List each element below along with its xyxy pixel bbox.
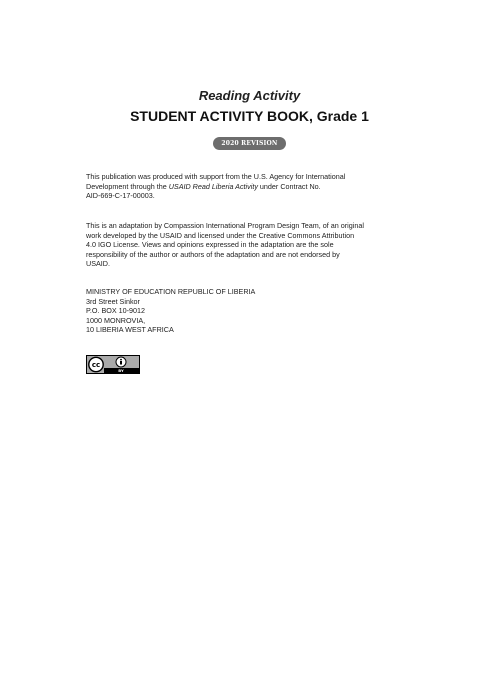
address-line: MINISTRY OF EDUCATION REPUBLIC OF LIBERIA — [86, 287, 256, 296]
address-line: P.O. BOX 10-9012 — [86, 306, 146, 315]
creative-commons-by-icon — [86, 355, 140, 374]
adaptation-line: USAID. — [86, 259, 110, 268]
page-title: STUDENT ACTIVITY BOOK, Grade 1 — [130, 108, 369, 124]
cc-by-graphic — [87, 356, 139, 373]
address-line: 1000 MONROVIA, — [86, 315, 146, 325]
address-line: 3rd Street Sinkor — [86, 296, 140, 306]
address-line: 10 LIBERIA WEST AFRICA — [86, 325, 174, 334]
adaptation-paragraph — [86, 221, 406, 269]
funding-line-1: This publication was produced with support from the U.S. Agency for International — [86, 172, 346, 181]
by-text: BY — [118, 368, 124, 373]
adaptation-line: 4.0 IGO License. Views and opinions expressed in the adaptation are the sole — [86, 240, 334, 249]
cc-text: cc — [91, 361, 101, 369]
revision-badge: 2020 REVISION — [213, 137, 285, 150]
revision-badge-container — [0, 132, 499, 150]
adaptation-line: responsibility of the author or authors of the adaptation and are not endorsed by — [86, 249, 340, 259]
activity-name: USAID Read Liberia Activity — [168, 181, 258, 191]
funding-line-2-b: under Contract No. — [257, 181, 321, 191]
adaptation-line: This is an adaptation by Compassion International Program Design Team, of an original — [86, 221, 364, 230]
adaptation-line: work developed by the USAID and licensed under the Creative Commons Attribution — [86, 230, 355, 240]
funding-line-2-a: Development through the — [86, 181, 169, 191]
subtitle: Reading Activity — [198, 88, 301, 103]
ministry-address — [86, 287, 406, 335]
funding-line-2 — [86, 182, 406, 192]
funding-paragraph — [86, 172, 406, 201]
contract-number: AID-669-C-17-00003. — [86, 191, 155, 200]
